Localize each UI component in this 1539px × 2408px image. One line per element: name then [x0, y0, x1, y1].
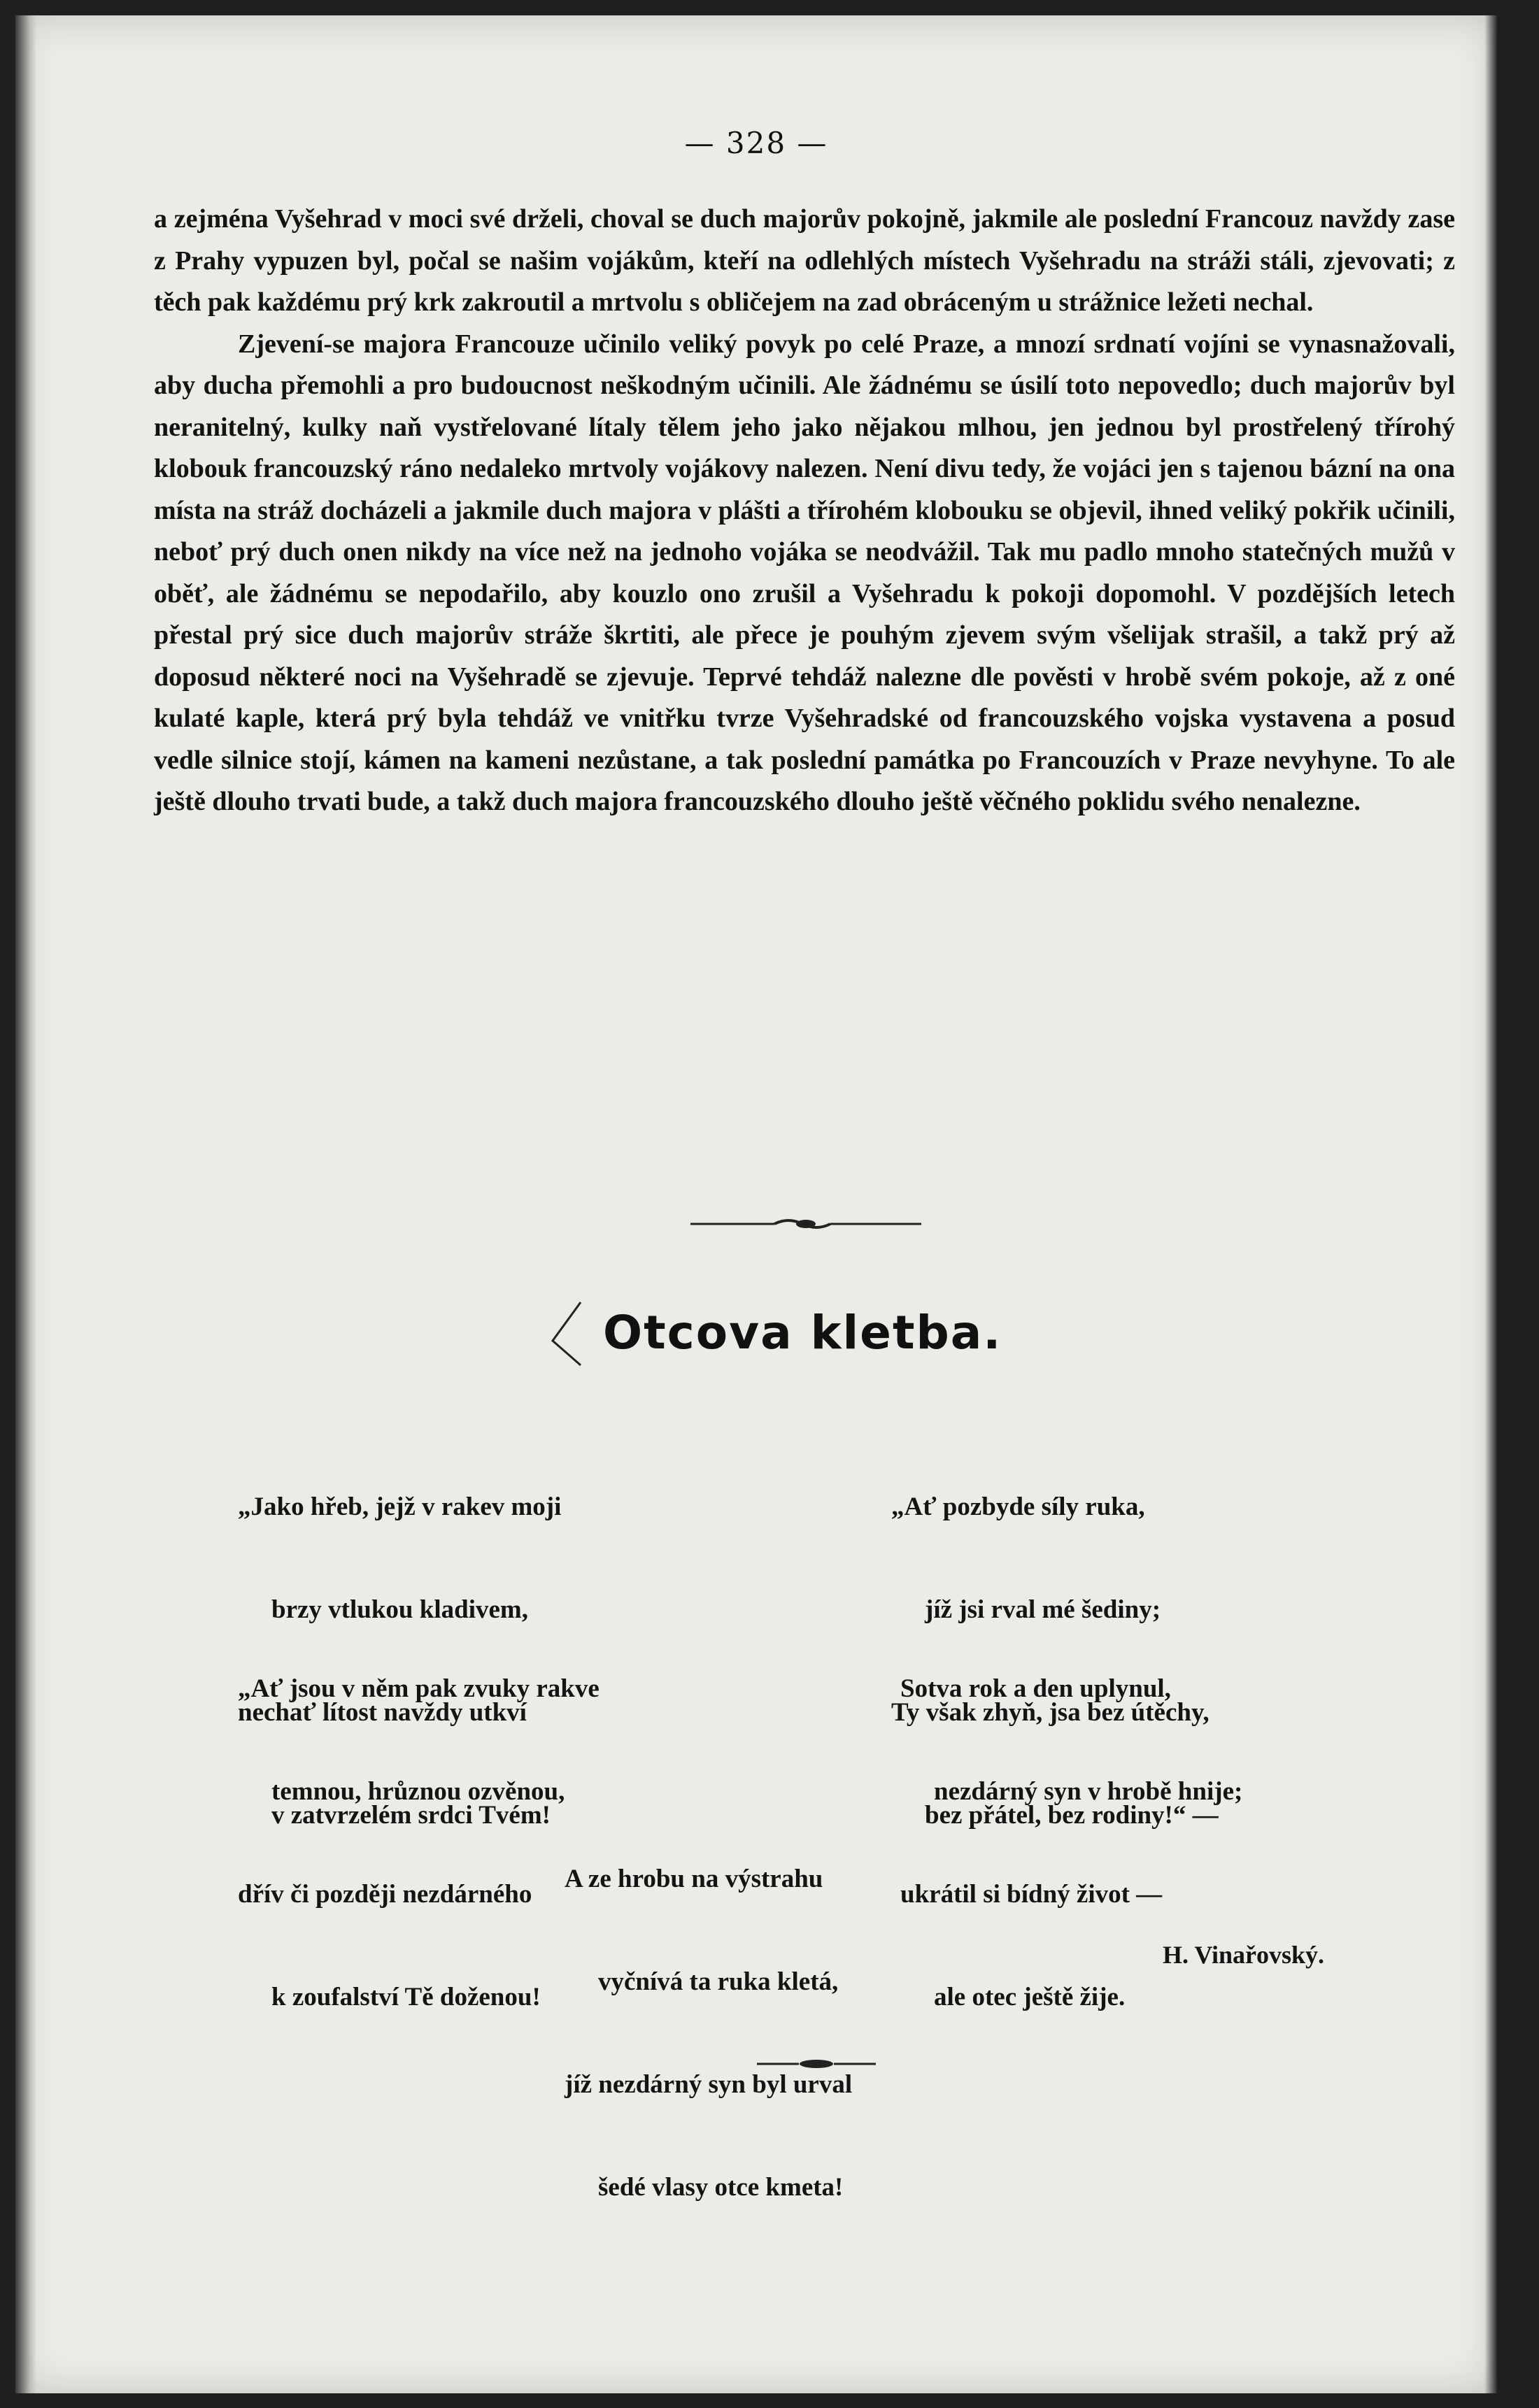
poem-line: nezdárný syn v hrobě hnije;: [934, 1777, 1243, 1806]
poem-line: A ze hrobu na výstrahu: [565, 1865, 823, 1893]
poem-line: šedé vlasy otce kmeta!: [598, 2173, 844, 2202]
prose-paragraph: Zjevení-se majora Francouze učinilo veliký povyk po celé Praze, a mnozí srdnatí vojíni se vynasnažovali, aby ducha přemohli a pro budoucnost neškodným učinili. Ale žádnému se úsilí toto nepovedlo; duch majorův byl neranitelný, kulky naň vystřelované lítaly tělem jeho jako nějakou mlhou, jen jednou byl prostřelený třírohý klobouk francouzský ráno nedaleko mrtvoly vojákovy nalezen. Není divu tedy, že vojáci jen s tajenou bázní na ona místa na stráž docházeli a jakmile duch majora v plášti a třírohém klobouku se objevil, ihned veliký pokřik učinili, neboť prý duch onen nikdy na více než na jednoho vojáka se neodvážil. Tak mu padlo mnoho statečných mužů v oběť, ale žádnému se nepodařilo, aby kouzlo ono zrušil a Vyšehradu k pokoji dopomohl. V pozdějších letech přestal prý sice duch majorův stráže škrtiti, ale přece je pouhým zjevem svým všelijak strašil, a takž prý až doposud některé noci na Vyšehradě se zjevuje. Teprvé tehdáž nalezne dle pověsti v hrobě svém pokoje, až z oné kulaté kaple, která prý byla tehdáž ve vnitřku tvrze Vyšehradské od francouzského vojska vystavena a posud vedle silnice stojí, kámen na kameni nezůstane, a tak poslední památka po Francouzích v Praze nevyhyne. To ale ještě dlouho trvati bude, a takž duch majora francouzského dlouho ještě věčného poklidu svého nenalezne.: [154, 329, 1455, 816]
poem-title: Otcova kletba.: [603, 1306, 1002, 1360]
page-number: — 328 —: [684, 126, 828, 160]
prose-block: [154, 199, 1455, 823]
poem-stanza-4: [900, 1603, 1242, 2083]
poem-line: ukrátil si bídný život —: [900, 1880, 1163, 1909]
poem-line: vyčnívá ta ruka kletá,: [598, 1967, 839, 1996]
poem-line: temnou, hrůznou ozvěnou,: [271, 1777, 565, 1806]
poem-stanza-5: [565, 1793, 852, 2273]
prose-paragraph: a zejména Vyšehrad v moci své drželi, choval se duch majorův pokojně, jakmile ale poslední Francouz navždy zase z Prahy vypuzen byl, počal se našim vojákům, kteří na odlehlých místech Vyšehradu na stráži stáli, zjevovati; z těch pak každému prý krk zakroutil a mrtvolu s obličejem na zad obráceným u strážnice ležeti nechal.: [154, 204, 1455, 317]
poem-line: „Ať pozbyde síly ruka,: [891, 1492, 1145, 1521]
title-bracket-mark: [546, 1299, 588, 1369]
poem-author: H. Vinařovský.: [1163, 1941, 1325, 1969]
page-right-edge-shadow: [1484, 15, 1497, 2393]
poem-line: jíž jsi rval mé šediny;: [925, 1595, 1161, 1624]
poem-line: jíž nezdárný syn byl urval: [565, 2070, 853, 2099]
page-left-edge-shadow: [15, 15, 36, 2393]
poem-line: „Ať jsou v něm pak zvuky rakve: [238, 1674, 600, 1703]
section-divider-ornament: [690, 1216, 921, 1232]
poem-line: „Jako hřeb, jejž v rakev moji: [238, 1492, 562, 1521]
poem-stanza-3: [238, 1603, 600, 2083]
poem-line: dřív či později nezdárného: [238, 1880, 532, 1909]
poem-line: bez přátel, bez rodiny!“ —: [925, 1801, 1219, 1830]
poem-line: Ty však zhyň, jsa bez útěchy,: [891, 1698, 1210, 1727]
poem-line: brzy vtlukou kladivem,: [271, 1595, 528, 1624]
poem-line: k zoufalství Tě doženou!: [271, 1983, 541, 2011]
scanned-page: [15, 15, 1497, 2393]
poem-line: nechať lítost navždy utkví: [238, 1698, 527, 1727]
end-divider-ornament: [757, 2058, 876, 2070]
poem-line: v zatvrzelém srdci Tvém!: [271, 1801, 551, 1830]
poem-line: Sotva rok a den uplynul,: [900, 1674, 1171, 1703]
poem-line: ale otec ještě žije.: [934, 1983, 1126, 2011]
